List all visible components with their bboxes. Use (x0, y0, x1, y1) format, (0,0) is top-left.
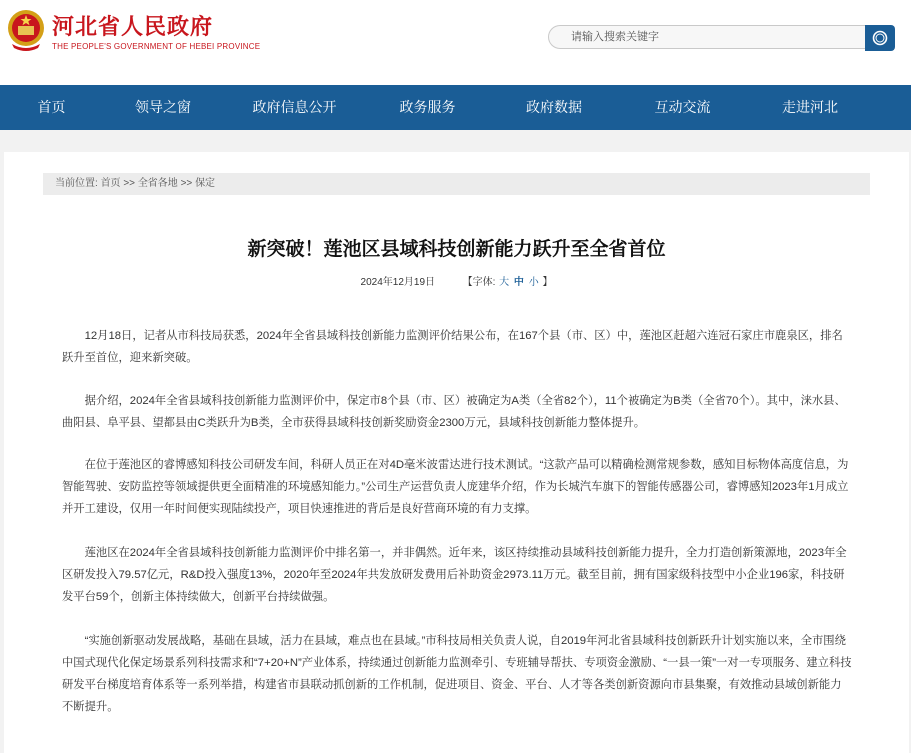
article-date: 2024年12月19日 (360, 277, 436, 288)
article-paragraph: 12月18日，记者从市科技局获悉，2024年全省县域科技创新能力监测评价结果公布，在167个县（市、区）中，莲池区赶超六连冠石家庄市鹿泉区，排名跃升至首位，迎来新突破。 (62, 330, 843, 364)
font-size-small[interactable]: 小 (528, 277, 539, 288)
article-paragraph: 据介绍，2024年全省县域科技创新能力监测评价中，保定市8个县（市、区）被确定为A类（全省82个），11个被确定为B类（全省70个）。其中，涞水县、曲阳县、阜平县、望都县由C类跃升为B类，全市获得县域科技创新奖励资金2300万元，县域科技创新能力整体提升。 (62, 395, 846, 429)
font-size-medium[interactable]: 中 (513, 277, 524, 288)
nav-item-services[interactable]: 政务服务 (399, 99, 456, 115)
search-input[interactable] (548, 25, 866, 49)
main-nav (0, 85, 911, 130)
article-paragraph: “实施创新驱动发展战略，基础在县域，活力在县域，难点也在县域。”市科技局相关负责人说，自2019年河北省县域科技创新跃升计划实施以来，全市围绕中国式现代化保定场景系列科技需求和“7+20+N”产业体系，持续通过创新能力监测牵引、专班辅导帮扶、专项资金激励、“一县一策”一对一专项服务、建立科技研发平台梯度培育体系等一系列举措，构建省市县联动抓创新的工作机制，促进项目、资金、平台、人才等各类创新资源向市县集聚，有效推动县域创新能力不断提升。 (62, 635, 852, 713)
nav-item-data[interactable]: 政府数据 (526, 99, 582, 115)
font-size-label-close: 】 (542, 277, 553, 288)
breadcrumb-prefix: 当前位置: (55, 178, 98, 189)
site-header (0, 0, 911, 85)
magnifier-icon (871, 29, 889, 47)
nav-item-about-hebei[interactable]: 走进河北 (782, 99, 838, 115)
font-size-large[interactable]: 大 (499, 277, 510, 288)
article-paragraph: 莲池区在2024年全省县域科技创新能力监测评价中排名第一，并非偶然。近年来，该区持续推动县域科技创新能力提升，全力打造创新策源地，2023年全区研发投入79.57亿元，R&D投入强度13%，2020年至2024年共发放研发费用后补助资金2973.11万元。截至目前，拥有国家级科技型中小企业196家，科技研发平台59个，创新主体持续做大，创新平台持续做强。 (62, 547, 847, 603)
font-size-label: 【字体: (462, 277, 496, 288)
national-emblem-icon[interactable] (6, 8, 46, 52)
search-button[interactable] (865, 25, 895, 51)
nav-item-interaction[interactable]: 互动交流 (654, 99, 711, 115)
breadcrumb (43, 173, 870, 195)
article-meta (4, 273, 909, 288)
site-title[interactable]: 河北省人民政府 (52, 14, 214, 40)
search-box (548, 25, 895, 51)
breadcrumb-separator: >> (123, 178, 136, 189)
site-subtitle: THE PEOPLE'S GOVERNMENT OF HEBEI PROVINCE (52, 42, 261, 51)
nav-item-leaders[interactable]: 领导之窗 (135, 99, 191, 115)
spacer-strip (0, 130, 911, 152)
breadcrumb-home[interactable]: 首页 (100, 178, 121, 189)
article-container (4, 152, 909, 753)
breadcrumb-separator: >> (180, 178, 193, 189)
breadcrumb-city[interactable]: 保定 (195, 178, 216, 189)
article-paragraph: 在位于莲池区的睿博感知科技公司研发车间，科研人员正在对4D毫米波雷达进行技术测试。“这款产品可以精确检测常规参数，感知目标物体高度信息，为智能驾驶、安防监控等领域提供更全面精准的环境感知能力。”公司生产运营负责人庞建华介绍，作为长城汽车旗下的智能传感器公司，睿博感知2023年1月成立并开工建设，仅用一年时间便实现陆续投产，项目快速推进的背后是良好营商环境的有力支撑。 (62, 459, 849, 515)
nav-item-home[interactable]: 首页 (37, 99, 66, 115)
breadcrumb-region[interactable]: 全省各地 (137, 178, 178, 189)
nav-item-gov-info[interactable]: 政府信息公开 (252, 99, 337, 115)
article-title: 新突破！莲池区县域科技创新能力跃升至全省首位 (247, 238, 666, 260)
